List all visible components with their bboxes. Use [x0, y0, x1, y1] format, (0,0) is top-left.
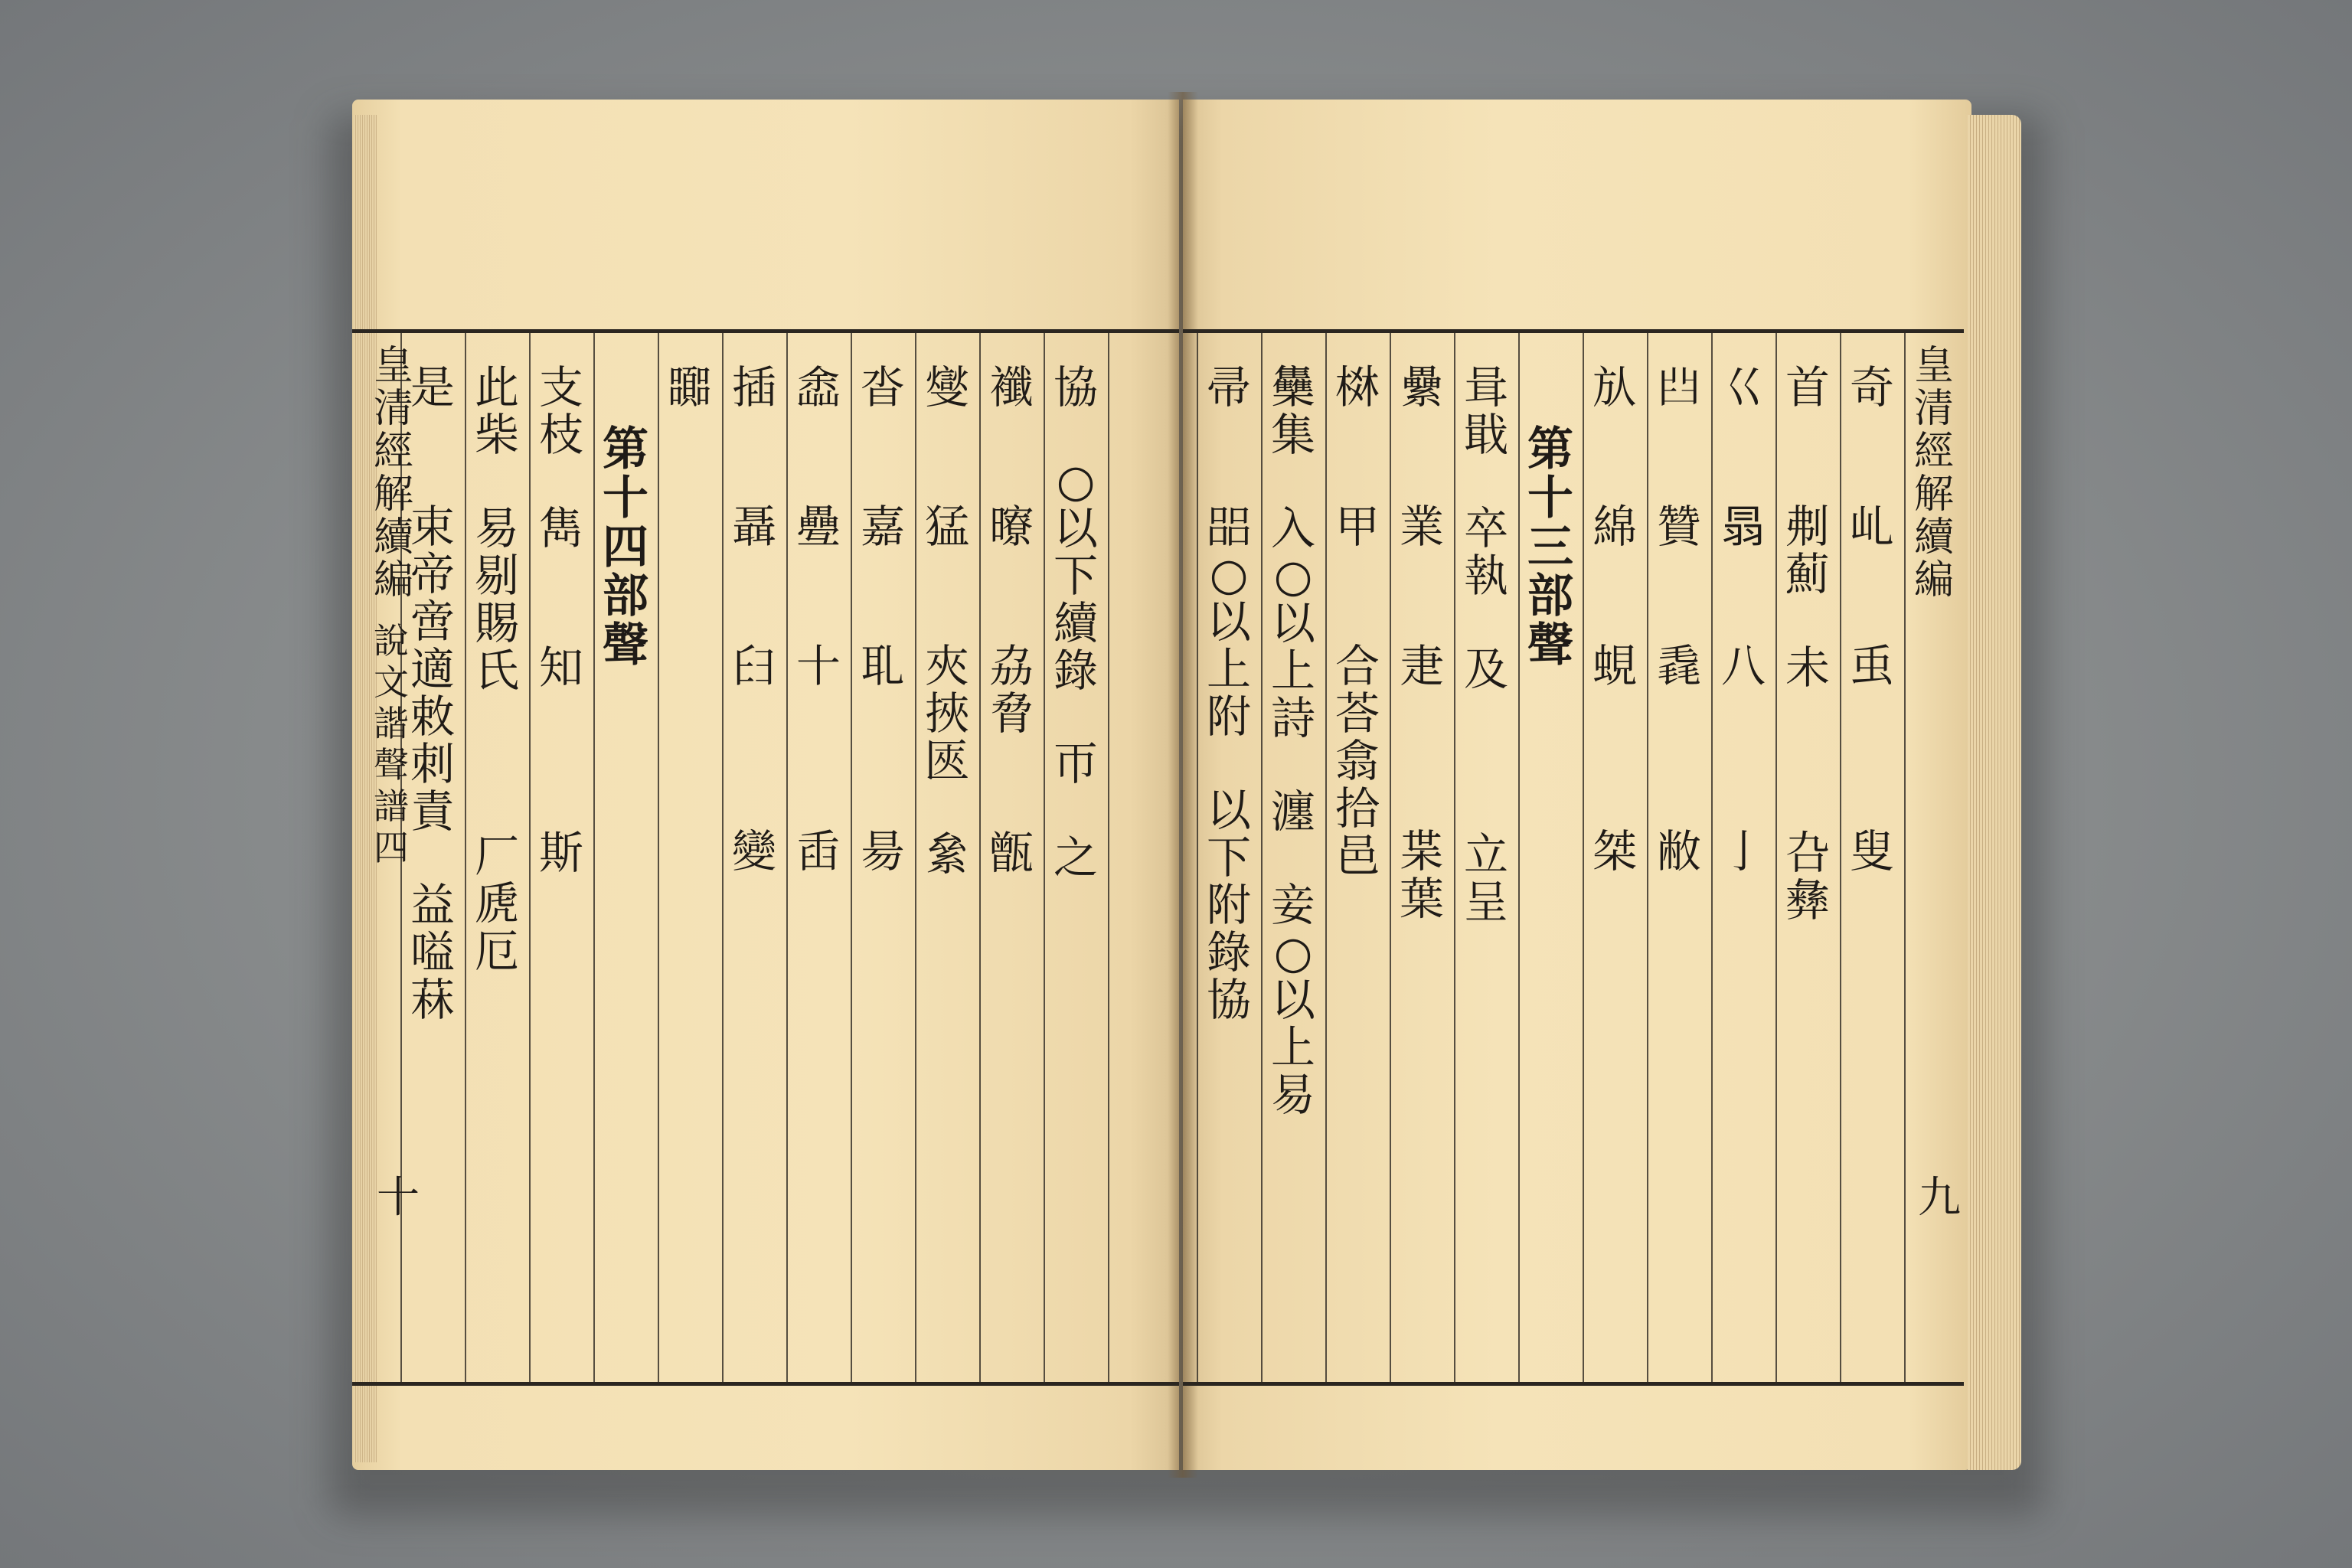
left-margin-title [374, 345, 413, 602]
text-char: 帚 [1206, 361, 1251, 413]
text-char: 枼 [1399, 825, 1444, 877]
text-char: 桀 [1592, 825, 1637, 877]
section-heading-char: 第 [1527, 423, 1573, 476]
text-char: 絫 [924, 828, 969, 880]
margin-title-char: 經 [1914, 429, 1955, 475]
text-char: 及 [1463, 643, 1508, 695]
text-char: 嘉 [860, 501, 905, 553]
text-char: 續 [1053, 597, 1098, 649]
right-text-column [1263, 361, 1324, 1121]
text-char: 剔 [474, 550, 519, 602]
text-char: 嚻 [667, 361, 712, 413]
text-char: 嵞 [795, 361, 841, 413]
text-char: 協 [1206, 974, 1251, 1026]
text-char: 枝 [538, 409, 583, 461]
left-text-column [466, 361, 528, 977]
text-char: 贊 [1656, 501, 1701, 553]
right-text-column [1327, 361, 1388, 882]
text-char: 支 [538, 361, 583, 413]
text-char: 合 [1334, 640, 1380, 692]
text-char: 啻 [410, 596, 455, 648]
text-char: 益 [410, 879, 455, 931]
text-char: 束 [410, 501, 455, 553]
section-heading-char: 部 [603, 570, 648, 623]
text-char: 彝 [1785, 874, 1830, 926]
margin-title-char: 編 [374, 557, 414, 603]
margin-subtitle-char: 四 [374, 827, 409, 868]
margin-title-char: 續 [1914, 514, 1955, 560]
column-rule [1904, 333, 1906, 1382]
margin-title-char: 解 [1914, 472, 1955, 518]
text-char: 臿 [795, 825, 841, 877]
text-char: 乢 [1849, 501, 1894, 553]
right-text-column [1713, 361, 1774, 877]
right-text-column [1648, 361, 1710, 877]
right-text-column [1777, 361, 1838, 926]
text-char: 以 [1206, 784, 1251, 836]
text-char: 賜 [474, 597, 519, 649]
left-text-column [595, 425, 656, 670]
text-char: 咠 [1463, 361, 1508, 413]
text-char: 附 [1206, 691, 1251, 743]
section-heading-char: 部 [1527, 570, 1573, 623]
left-text-column [1045, 361, 1106, 884]
text-char: 此 [474, 361, 519, 413]
text-char: 上 [1206, 643, 1251, 695]
text-char: 荅 [1334, 688, 1380, 740]
text-char: 虒 [474, 877, 519, 929]
left-text-column [531, 361, 592, 879]
text-char: 奇 [1849, 361, 1894, 413]
text-char: 聶 [731, 501, 776, 553]
text-char: 甲 [1334, 501, 1380, 553]
right-text-column [1391, 361, 1452, 925]
right-text-frame [1183, 329, 1964, 1386]
section-heading-char: 聲 [1527, 619, 1573, 672]
margin-title-char: 解 [374, 472, 414, 518]
margin-title-char: 續 [374, 514, 414, 560]
margin-subtitle-char: 譜 [374, 786, 409, 827]
text-char: 薊 [1785, 548, 1830, 600]
text-char: 變 [731, 825, 776, 877]
left-text-column [852, 361, 913, 877]
text-char: 雧 [1270, 361, 1315, 413]
text-char: 適 [410, 643, 455, 695]
text-char: 柴 [474, 409, 519, 461]
right-text-column [1198, 361, 1259, 1026]
margin-subtitle-char: 聲 [374, 744, 409, 786]
text-char: 䖝 [1849, 640, 1894, 692]
text-char: 甑 [988, 827, 1034, 879]
left-text-column [659, 361, 720, 871]
text-char: 戢 [1463, 409, 1508, 461]
text-char: 集 [1270, 409, 1315, 461]
text-char: 上 [1270, 645, 1315, 697]
text-char: 脅 [988, 688, 1034, 740]
text-char: 附 [1206, 879, 1251, 931]
text-char: 匧 [924, 735, 969, 787]
margin-title-char: 皇 [1914, 343, 1955, 389]
text-char: 卒 [1463, 502, 1508, 554]
left-folio-number: 十 [377, 1173, 420, 1223]
text-char: 知 [538, 642, 583, 694]
text-char: 蜆 [1592, 640, 1637, 692]
left-text-frame [352, 329, 1179, 1386]
text-char: 沓 [860, 361, 905, 413]
text-char: 以 [1053, 502, 1098, 554]
text-char: 詩 [1270, 692, 1315, 744]
text-char: 業 [1399, 501, 1444, 553]
right-text-column [1841, 361, 1903, 877]
text-char: 襳 [988, 361, 1034, 413]
section-heading-char: 十 [1527, 472, 1573, 525]
text-char: 責 [410, 786, 455, 838]
text-char: 挾 [924, 688, 969, 740]
text-char: 㫃 [1592, 361, 1637, 413]
text-char: ○ [1273, 926, 1313, 978]
text-char: 上 [1270, 1021, 1315, 1073]
text-char: 刜 [1785, 501, 1830, 553]
text-char: 未 [1785, 642, 1830, 694]
text-char: 叟 [1849, 825, 1894, 877]
left-text-column [916, 361, 978, 880]
text-char: 首 [1785, 361, 1830, 413]
text-char: 𦥑 [731, 640, 776, 692]
text-char: 厄 [474, 925, 519, 977]
right-folio-number: 九 [1918, 1173, 1961, 1223]
text-char: 疉 [795, 501, 841, 553]
text-char: 昜 [860, 825, 905, 877]
left-margin-subtitle [374, 620, 409, 868]
text-char: 以 [1270, 974, 1315, 1026]
text-char: 嗌 [410, 926, 455, 978]
text-char: 下 [1053, 550, 1098, 602]
section-heading-char: 四 [603, 521, 648, 574]
text-char: 執 [1463, 550, 1508, 602]
left-text-column [788, 361, 849, 877]
text-char: 燮 [924, 361, 969, 413]
text-char: 妾 [1270, 879, 1315, 931]
text-char: 下 [1206, 831, 1251, 884]
text-char: 㗊 [1206, 501, 1251, 553]
text-char: 以 [1206, 596, 1251, 648]
text-char: 帝 [410, 548, 455, 600]
text-char: 耴 [860, 640, 905, 692]
text-char: 𦥒 [1656, 361, 1701, 413]
text-char: ○ [1209, 548, 1249, 600]
text-char: 以 [1270, 597, 1315, 649]
margin-title-char: 編 [1914, 557, 1955, 603]
text-char: 十 [795, 640, 841, 692]
text-char: 錄 [1206, 926, 1251, 978]
text-char: 棥 [1334, 361, 1380, 413]
text-char: 亅 [1720, 825, 1766, 877]
text-char: 毳 [1656, 640, 1701, 692]
margin-subtitle-char: 文 [374, 662, 409, 703]
text-char: 帀 [1053, 738, 1098, 790]
text-char: 夾 [924, 640, 969, 692]
margin-title-char: 皇 [374, 343, 414, 389]
text-char: 厂 [474, 830, 519, 882]
margin-title-char: 清 [1914, 386, 1955, 432]
text-char: 巜 [1720, 361, 1766, 413]
text-char: 呈 [1463, 876, 1508, 928]
text-char: ○ [1056, 455, 1096, 507]
text-char: 曢 [988, 501, 1034, 553]
text-char: 易 [1270, 1069, 1315, 1121]
text-char: 斯 [538, 827, 583, 879]
text-char: 易 [474, 502, 519, 554]
text-char: 翕 [1334, 735, 1380, 787]
text-char: 叴 [1785, 827, 1830, 879]
section-heading-char: 第 [603, 423, 648, 476]
right-text-column [1584, 361, 1645, 877]
text-char: 之 [1053, 831, 1098, 884]
text-char: 猛 [924, 501, 969, 553]
left-text-column [981, 361, 1042, 879]
text-char: ○ [1273, 550, 1313, 602]
text-char: 劦 [988, 640, 1034, 692]
margin-title-char: 清 [374, 386, 414, 432]
section-heading-char: 三 [1527, 521, 1573, 574]
text-char: 葉 [1399, 873, 1444, 925]
text-char: 疌 [1399, 640, 1444, 692]
text-char: 瀍 [1270, 786, 1315, 838]
margin-title-char: 經 [374, 429, 414, 475]
right-text-column [1455, 361, 1517, 928]
text-char: 𦐇 [1720, 501, 1766, 553]
text-char: 氏 [474, 645, 519, 697]
text-char: 雋 [538, 502, 583, 554]
text-char: 八 [1720, 640, 1766, 692]
left-text-column [724, 361, 785, 877]
text-char: 協 [1053, 361, 1098, 413]
text-char: 錄 [1053, 645, 1098, 697]
text-char: 敝 [1656, 825, 1701, 877]
right-text-column [1520, 425, 1581, 670]
text-char: 邑 [1334, 830, 1380, 882]
text-char: 纍 [1399, 361, 1444, 413]
text-char: 刺 [410, 738, 455, 790]
text-char: 綿 [1592, 501, 1637, 553]
margin-subtitle-char: 說 [374, 620, 409, 662]
right-margin-title [1914, 345, 1954, 602]
margin-subtitle-char: 諧 [374, 703, 409, 744]
section-heading-char: 聲 [603, 619, 648, 672]
text-char: 拾 [1334, 782, 1380, 835]
right-page-edges [1968, 115, 2021, 1470]
column-rule [1108, 333, 1109, 1382]
text-char: 插 [731, 361, 776, 413]
section-heading-char: 十 [603, 472, 648, 525]
text-char: 是 [410, 361, 455, 413]
text-char: 敕 [410, 691, 455, 743]
text-char: 菻 [410, 974, 455, 1026]
text-char: 立 [1463, 828, 1508, 880]
text-char: 入 [1270, 502, 1315, 554]
